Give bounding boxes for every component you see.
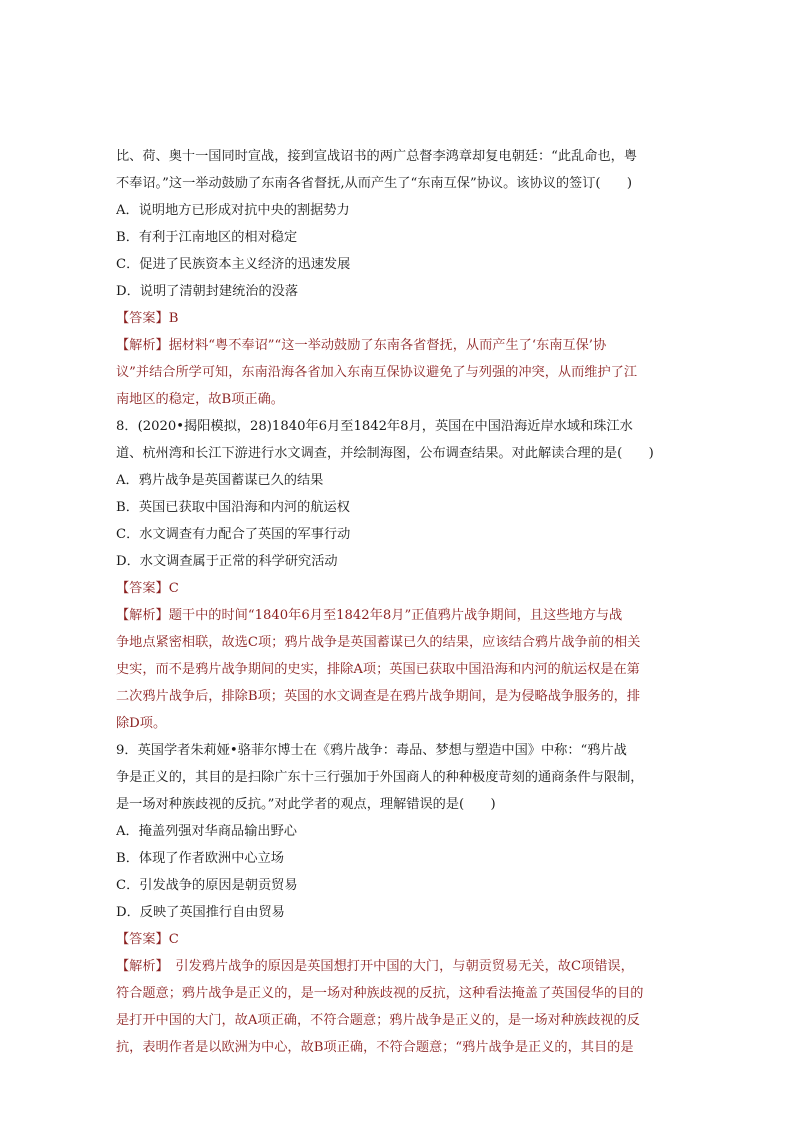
question-8 bbox=[116, 413, 684, 737]
question-8-option-a: A．鸦片战争是英国蓄谋已久的结果 bbox=[116, 473, 324, 488]
analysis-label: 【解析】 bbox=[116, 608, 169, 623]
question-9-option-d: D．反映了英国推行自由贸易 bbox=[116, 905, 285, 920]
answer-label: 【答案】 bbox=[116, 581, 169, 596]
question-9-stem-line-1: 9．英国学者朱莉娅•骆菲尔博士在《鸦片战争：毒品、梦想与塑造中国》中称：“鸦片战 bbox=[116, 743, 627, 758]
question-8-analysis-line-3: 史实，而不是鸦片战争期间的史实，排除A项；英国已获取中国沿海和内河的航运权是在第 bbox=[116, 662, 640, 677]
question-8-stem-line-2: 道、杭州湾和长江下游进行水文调查，并绘制海图，公布调查结果。对此解读合理的是( ) bbox=[116, 446, 654, 461]
question-9-option-b: B．体现了作者欧洲中心立场 bbox=[116, 851, 284, 866]
answer-value: B bbox=[168, 311, 179, 326]
question-7 bbox=[116, 143, 684, 413]
answer-value: C bbox=[168, 581, 179, 596]
question-8-option-d: D．水文调查属于正常的科学研究活动 bbox=[116, 554, 338, 569]
question-8-analysis-line-1 bbox=[116, 602, 684, 629]
question-9-analysis-line-2: 符合题意；鸦片战争是正义的，是一场对种族歧视的反抗，这种看法掩盖了英国侵华的目的 bbox=[116, 986, 644, 1001]
question-7-option-a: A．说明地方已形成对抗中央的割据势力 bbox=[116, 203, 350, 218]
question-7-analysis-line-1 bbox=[116, 332, 684, 359]
question-9-stem-line-3: 是一场对种族歧视的反抗。”对此学者的观点，理解错误的是( ) bbox=[116, 797, 496, 812]
analysis-label: 【解析】 bbox=[116, 959, 163, 974]
answer-label: 【答案】 bbox=[116, 311, 169, 326]
question-7-answer bbox=[116, 305, 684, 332]
question-8-analysis-line-2: 争地点紧密相联，故选C项；鸦片战争是英国蓄谋已久的结果，应该结合鸦片战争前的相关 bbox=[116, 635, 641, 650]
question-9-option-c: C．引发战争的原因是朝贡贸易 bbox=[116, 878, 298, 893]
question-9-answer bbox=[116, 926, 684, 953]
analysis-text: 引发鸦片战争的原因是英国想打开中国的大门，与朝贡贸易无关，故C项错误， bbox=[162, 959, 634, 974]
question-8-option-c: C．水文调查有力配合了英国的军事行动 bbox=[116, 527, 351, 542]
page-content bbox=[116, 143, 684, 1061]
question-7-option-c: C．促进了民族资本主义经济的迅速发展 bbox=[116, 257, 351, 272]
question-7-analysis-line-2: 议”并结合所学可知，东南沿海各省加入东南互保协议避免了与列强的冲突，从而维护了江 bbox=[116, 365, 638, 380]
answer-value: C bbox=[168, 932, 179, 947]
question-7-option-d: D．说明了清朝封建统治的没落 bbox=[116, 284, 299, 299]
question-8-analysis-line-5: 除D项。 bbox=[116, 716, 167, 731]
question-7-option-b: B．有利于江南地区的相对稳定 bbox=[116, 230, 298, 245]
question-9-analysis-line-1 bbox=[116, 953, 684, 980]
question-8-stem-line-1: 8．(2020•揭阳模拟，28)1840年6月至1842年8月，英国在中国沿海近岸水域和珠江水 bbox=[116, 419, 633, 434]
analysis-label: 【解析】 bbox=[116, 338, 169, 353]
question-7-analysis-line-3: 南地区的稳定，故B项正确。 bbox=[116, 392, 284, 407]
question-7-stem-line-1: 比、荷、奥十一国同时宣战，接到宣战诏书的两广总督李鸿章却复电朝廷：“此乱命也，粤 bbox=[116, 149, 638, 164]
answer-label: 【答案】 bbox=[116, 932, 169, 947]
question-8-option-b: B．英国已获取中国沿海和内河的航运权 bbox=[116, 500, 350, 515]
question-9 bbox=[116, 737, 684, 1061]
question-8-answer bbox=[116, 575, 684, 602]
question-9-analysis-line-3: 是打开中国的大门，故A项正确，不符合题意；鸦片战争是正义的，是一场对种族歧视的反 bbox=[116, 1013, 640, 1028]
analysis-text: 题干中的时间“1840年6月至1842年8月”正值鸦片战争期间，且这些地方与战 bbox=[168, 608, 623, 623]
question-9-option-a: A．掩盖列强对华商品输出野心 bbox=[116, 824, 297, 839]
question-7-stem-line-2: 不奉诏。”这一举动鼓励了东南各省督抚,从而产生了“东南互保”协议。该协议的签订( ) bbox=[116, 176, 633, 191]
question-8-analysis-line-4: 二次鸦片战争后，排除B项；英国的水文调查是在鸦片战争期间，是为侵略战争服务的，排 bbox=[116, 689, 640, 704]
analysis-text: 据材料“粤不奉诏”“这一举动鼓励了东南各省督抚，从而产生了‘东南互保’协 bbox=[168, 338, 607, 353]
question-9-analysis-line-4: 抗，表明作者是以欧洲为中心，故B项正确，不符合题意；“鸦片战争是正义的，其目的是 bbox=[116, 1040, 634, 1055]
question-9-stem-line-2: 争是正义的，其目的是扫除广东十三行强加于外国商人的种种极度苛刻的通商条件与限制， bbox=[116, 770, 644, 785]
